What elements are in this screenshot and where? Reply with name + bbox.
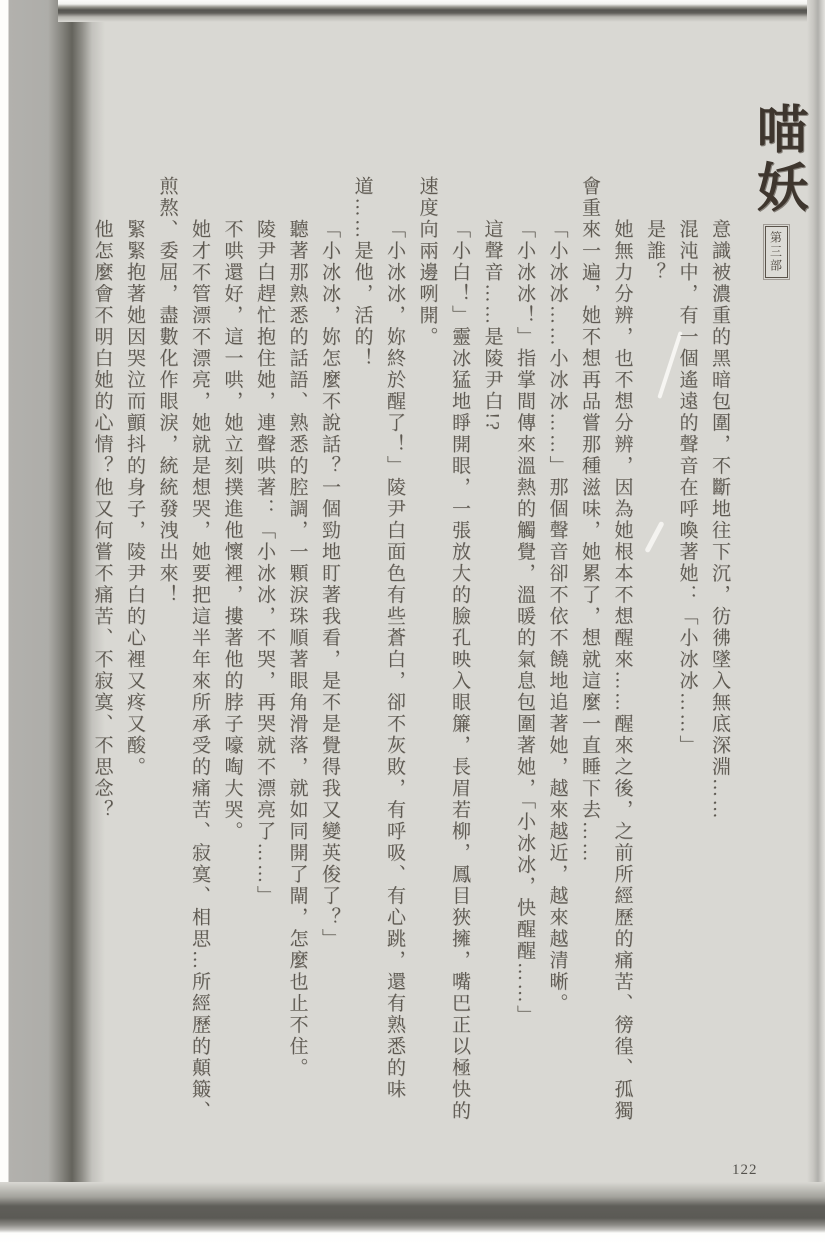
paragraph: 這聲音……是陵尹白!? <box>481 219 503 433</box>
paragraph: 「小冰冰，妳怎麼不說話？一個勁地盯著我看，是不是覺得我又變英俊了？」 <box>319 219 340 950</box>
paragraph: 陵尹白趕忙抱住她，連聲哄著：「小冰冰，不哭，再哭就不漂亮了……」 <box>254 219 275 907</box>
paragraph: 「小冰冰，妳終於醒了！」陵尹白面色有些蒼白，卻不灰敗，有呼吸、有心跳，還有熟悉的味道……是他，活的！ <box>351 176 405 1101</box>
paragraph: 「小冰冰！」指掌間傳來溫熱的觸覺，溫暖的氣息包圍著她，「小冰冰，快醒醒……」 <box>514 219 535 1027</box>
scan-edge-bottom <box>0 1182 825 1244</box>
paragraph: 混沌中，有一個遙遠的聲音在呼喚著她：「小冰冰……」 <box>676 219 698 757</box>
body-text <box>85 176 735 1124</box>
paragraph: 「小冰冰……小冰冰……」那個聲音卻不依不饒地追著她，越來越近，越來越清晰。 <box>546 219 568 1015</box>
page-number: 122 <box>732 1162 758 1178</box>
paragraph: 她無力分辨，也不想分辨，因為她根本不想醒來……醒來之後，之前所經歷的痛苦、徬徨、孤獨會重來一遍，她不想再品嘗那種滋味，她累了，想就這麼一直睡下去…… <box>579 176 633 1122</box>
paragraph: 緊緊抱著她因哭泣而顫抖的身子，陵尹白的心裡又疼又酸。 <box>124 219 145 778</box>
paragraph: 他怎麼會不明白她的心情？他又何嘗不痛苦、不寂寞、不思念？ <box>91 219 113 821</box>
series-title: 喵妖 <box>748 102 805 218</box>
series-part-badge: 第三部 <box>765 226 788 278</box>
paragraph: 「小白！」靈冰猛地睜開眼，一張放大的臉孔映入眼簾，長眉若柳，鳳目狹擁，嘴巴正以極快的速度向兩邊咧開。 <box>416 176 470 1122</box>
paragraph: 不哄還好，這一哄，她立刻撲進他懷裡，摟著他的脖子嚎啕大哭。 <box>221 219 243 843</box>
paragraph: 她才不管漂不漂亮，她就是想哭，她要把這半年來所承受的痛苦、寂寞、相思…所經歷的顛簸、煎熬、委屈，盡數化作眼淚，統統發洩出來！ <box>156 176 210 1122</box>
paragraph: 是誰？ <box>644 219 665 284</box>
series-logo <box>737 102 815 278</box>
scan-edge-top <box>58 0 825 22</box>
paragraph: 意識被濃重的黑暗包圍，不斷地往下沉，彷彿墜入無底深淵…… <box>709 219 730 821</box>
paragraph: 聽著那熟悉的話語、熟悉的腔調，一顆淚珠順著眼角滑落，就如同開了閘，怎麼也止不住。 <box>286 219 308 1079</box>
